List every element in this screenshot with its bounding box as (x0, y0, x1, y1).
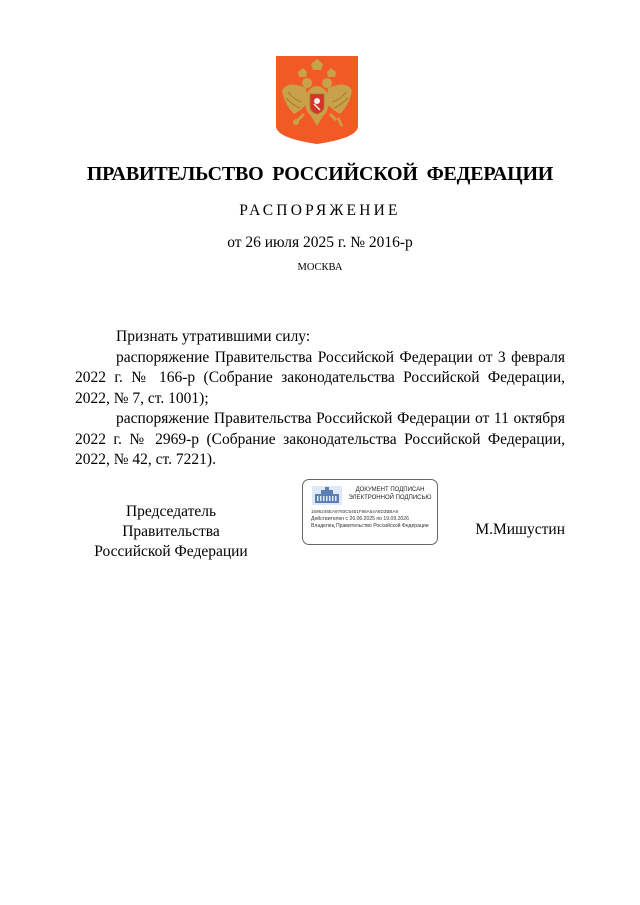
coat-of-arms-icon (276, 56, 358, 144)
body-paragraph: Признать утратившими силу: (116, 328, 311, 345)
stamp-validity: Действителен с 26.06.2025 по 19.09.2026 (311, 516, 409, 522)
stamp-owner: Владелец Правительство Российской Федерации (311, 523, 429, 529)
signatory-title (76, 502, 266, 562)
government-building-icon (312, 486, 342, 505)
city-label: МОСКВА (297, 262, 343, 273)
signatory-name: М.Мишустин (475, 521, 565, 538)
stamp-heading: ДОКУМЕНТ ПОДПИСАН ЭЛЕКТРОННОЙ ПОДПИСЬЮ (348, 487, 432, 501)
stamp-certificate: 1696246EA9793C5451F98A54A8D3BBA9 (311, 509, 399, 514)
body-paragraph: распоряжение Правительства Российской Федерации от 3 февраля 2022 г. № 166-р (Собрание законодательства Российской Федерации, 2022, № 7, ст. 1001); (75, 348, 565, 407)
document-date-number: от 26 июля 2025 г. № 2016-р (227, 234, 413, 251)
signatory-title-line: Председатель Правительства (122, 503, 220, 540)
government-heading: ПРАВИТЕЛЬСТВО РОССИЙСКОЙ ФЕДЕРАЦИИ (86, 163, 554, 185)
document-body (75, 327, 565, 471)
document-type: РАСПОРЯЖЕНИЕ (239, 202, 401, 219)
electronic-signature-stamp (302, 479, 438, 545)
signatory-title-line: Российской Федерации (94, 543, 248, 560)
body-paragraph: распоряжение Правительства Российской Федерации от 11 октября 2022 г. № 2969-р (Собрание законодательства Российской Федерации, 2022, № 42, ст. 7221). (75, 410, 565, 468)
